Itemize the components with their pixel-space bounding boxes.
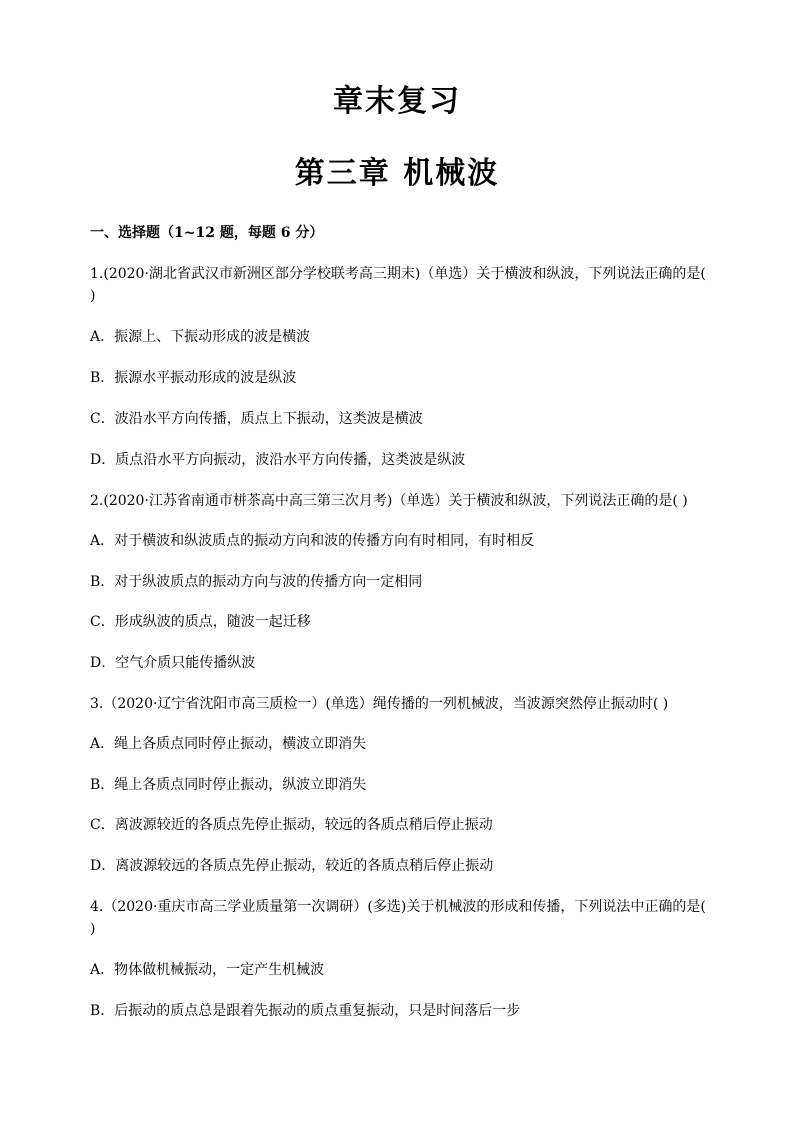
question-4-stem-continued: ) xyxy=(90,921,96,937)
question-1-option-a: A．振源上、下振动形成的波是横波 xyxy=(90,329,311,345)
question-4-option-a: A．物体做机械振动，一定产生机械波 xyxy=(90,962,325,978)
question-2-option-b: B．对于纵波质点的振动方向与波的传播方向一定相同 xyxy=(90,574,423,590)
question-1-option-c: C．波沿水平方向传播，质点上下振动，这类波是横波 xyxy=(90,411,423,427)
question-2-option-c: C．形成纵波的质点，随波一起迁移 xyxy=(90,614,311,630)
question-1-option-d: D．质点沿水平方向振动，波沿水平方向传播，这类波是纵波 xyxy=(90,452,466,468)
question-2-option-a: A．对于横波和纵波质点的振动方向和波的传播方向有时相同，有时相反 xyxy=(90,533,535,549)
question-4-stem: 4.（2020·重庆市高三学业质量第一次调研）(多选)关于机械波的形成和传播，下列说法中正确的是( xyxy=(90,899,706,915)
section-heading: 一、选择题（1~12 题，每题 6 分） xyxy=(90,225,324,241)
question-2-stem: 2.(2020·江苏省南通市栟茶高中高三第三次月考)（单选）关于横波和纵波，下列说法正确的是( ) xyxy=(90,493,688,509)
question-1-option-b: B．振源水平振动形成的波是纵波 xyxy=(90,370,297,386)
page-title: 章末复习 xyxy=(333,84,461,119)
question-3-option-d: D．离波源较远的各质点先停止振动，较近的各质点稍后停止振动 xyxy=(90,858,494,874)
question-3-option-a: A．绳上各质点同时停止振动，横波立即消失 xyxy=(90,736,367,752)
question-3-option-b: B．绳上各质点同时停止振动，纵波立即消失 xyxy=(90,777,367,793)
question-3-stem: 3.（2020·辽宁省沈阳市高三质检一）(单选）绳传播的一列机械波，当波源突然停止振动时( ) xyxy=(90,696,669,712)
question-2-option-d: D．空气介质只能传播纵波 xyxy=(90,655,256,671)
question-1-stem-continued: ) xyxy=(90,288,96,304)
chapter-title: 第三章 机械波 xyxy=(294,156,500,191)
question-1-stem: 1.(2020·湖北省武汉市新洲区部分学校联考高三期末)（单选）关于横波和纵波，下列说法正确的是( xyxy=(90,266,706,282)
question-3-option-c: C．离波源较近的各质点先停止振动，较远的各质点稍后停止振动 xyxy=(90,817,493,833)
question-4-option-b: B．后振动的质点总是跟着先振动的质点重复振动，只是时间落后一步 xyxy=(90,1003,521,1019)
